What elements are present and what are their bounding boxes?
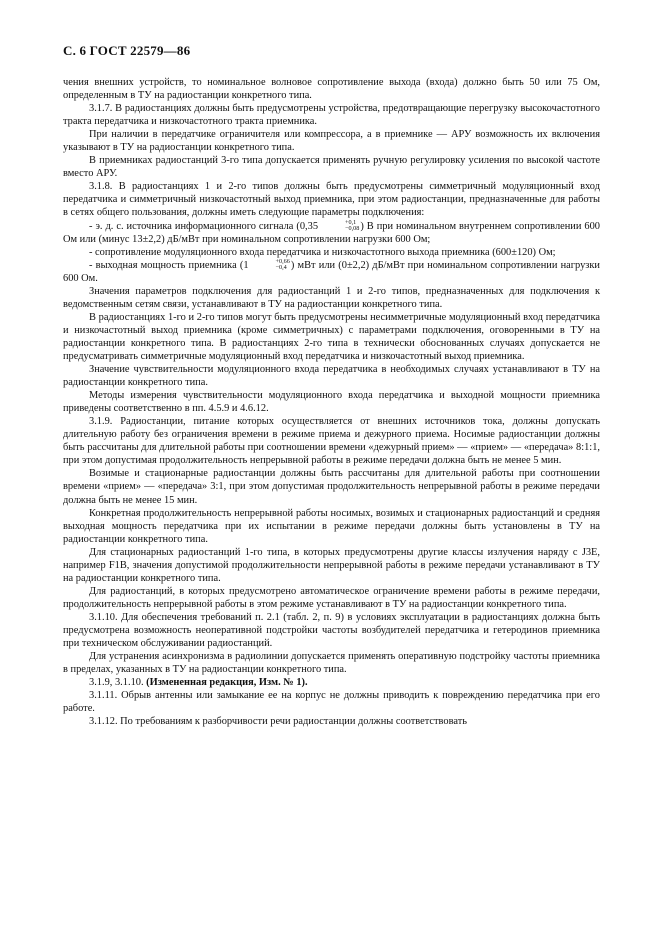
paragraph: В приемниках радиостанций 3-го типа допускается применять ручную регулировку усиления по высокой частоте вместо АРУ. xyxy=(63,155,600,180)
paragraph: чения внешних устройств, то номинальное волновое сопротивление выхода (входа) должно быть 50 или 75 Ом, определенным в ТУ на радиостанции конкретного типа. xyxy=(63,77,600,102)
tolerance: +0,1 −0,08 xyxy=(345,219,360,233)
list-item-text: ) В при номинальном внутреннем сопротивлении 600 Ом или (минус 13±2,2) дБ/мВт при номинальном сопротивлении нагрузки 600 Ом; xyxy=(63,220,600,245)
paragraph: При наличии в передатчике ограничителя или компрессора, а в приемнике — АРУ возможность их включения указывают в ТУ на радиостанции конкретного типа. xyxy=(63,129,600,154)
amendment-text: (Измененная редакция, Изм. № 1). xyxy=(146,677,308,689)
list-item-text: - э. д. с. источника информационного сигнала (0,35 xyxy=(89,220,319,232)
paragraph-3-1-7: 3.1.7. В радиостанциях должны быть предусмотрены устройства, предотвращающие перегрузку высокочастотного тракта передатчика и низкочастотного тракта приемника. xyxy=(63,103,600,128)
amendment-ref: 3.1.9, 3.1.10. xyxy=(89,677,144,689)
amendment-note xyxy=(63,676,600,689)
document-body xyxy=(63,76,600,728)
paragraph-3-1-12: 3.1.12. По требованиям к разборчивости речи радиостанции должны соответствовать xyxy=(89,716,467,728)
list-item-output-power xyxy=(63,259,600,285)
paragraph: Для радиостанций, в которых предусмотрено автоматическое ограничение времени работы в режиме передачи, продолжительность непрерывной работы в этом режиме устанавливают в ТУ на радиостанции конкретного типа. xyxy=(63,585,600,610)
list-item-text: - выходная мощность приемника (1 xyxy=(89,259,249,271)
paragraph-3-1-11: 3.1.11. Обрыв антенны или замыкание ее на корпус не должны приводить к повреждению передатчика при его работе. xyxy=(63,690,600,715)
paragraph: Для устранения асинхронизма в радиолинии допускается применять оперативную подстройку частоты приемника в пределах, указанных в ТУ на радиостанции конкретного типа. xyxy=(63,651,600,676)
paragraph: Конкретная продолжительность непрерывной работы носимых, возимых и стационарных радиостанций и средняя выходная мощность передатчика при их испытании в режиме передачи должны быть установлены в ТУ на радиостанции конкретного типа. xyxy=(63,507,600,545)
paragraph: Методы измерения чувствительности модуляционного входа передатчика и выходной мощности приемника приведены соответственно в пп. 4.5.9 и 4.6.12. xyxy=(63,390,600,415)
paragraph: В радиостанциях 1-го и 2-го типов могут быть предусмотрены несимметричные модуляционный вход передатчика и низкочастотный выход приемника (кроме симметричных) с параметрами подключения, оговоренными в ТУ на радиостанции конкретного типа. В радиостанциях 2-го типа в технически обоснованных случаях допускается не предусматривать симметричные модуляционный вход передатчика и низкочастотный выход приемника. xyxy=(63,311,600,362)
paragraph-3-1-9: 3.1.9. Радиостанции, питание которых осуществляется от внешних источников тока, должны допускать длительную работу без ограничения времени в режиме приема и дежурного приема. Носимые радиостанции должны быть рассчитаны для длительной работы при соотношении времени «дежурный прием» — «прием» — «передача» 8:1:1, при этом допустимая продолжительность непрерывной работы в режиме передачи должна быть не менее 5 мин. xyxy=(63,416,600,467)
paragraph: Значения параметров подключения для радиостанций 1 и 2-го типов, предназначенных для подключения к ведомственным сетям связи, устанавливают в ТУ на радиостанции конкретного типа. xyxy=(63,285,600,310)
paragraph-3-1-8: 3.1.8. В радиостанциях 1 и 2-го типов должны быть предусмотрены симметричный модуляционный вход передатчика и симметричный низкочастотный выход приемника, при этом радиостанции, предназначенные для работы в сетях общего пользования, должны иметь следующие параметры подключения: xyxy=(63,181,600,219)
list-item-text: ) мВт или (0±2,2) дБ/мВт при номинальном сопротивлении нагрузки 600 Ом. xyxy=(63,259,600,284)
list-item-resistance: - сопротивление модуляционного входа передатчика и низкочастотного выхода приемника (600±120) Ом; xyxy=(89,246,556,258)
paragraph: Для стационарных радиостанций 1-го типа, в которых предусмотрены другие классы излучения наряду с J3E, например F1B, значения допустимой продолжительности непрерывной работы в режиме передачи устанавливают в ТУ на радиостанции конкретного типа. xyxy=(63,546,600,584)
page-header: С. 6 ГОСТ 22579—86 xyxy=(63,43,191,58)
list-item-emf xyxy=(63,220,600,246)
paragraph: Значение чувствительности модуляционного входа передатчика в необходимых случаях устанавливают в ТУ на радиостанции конкретного типа. xyxy=(63,364,600,389)
tolerance: +0,66 −0,4 xyxy=(275,258,290,272)
paragraph: Возимые и стационарные радиостанции должны быть рассчитаны для длительной работы при соотношении времени «прием» — «передача» 3:1, при этом допустимая продолжительность непрерывной работы в режиме передачи должна быть не менее 15 мин. xyxy=(63,468,600,506)
paragraph-3-1-10: 3.1.10. Для обеспечения требований п. 2.1 (табл. 2, п. 9) в условиях эксплуатации в радиостанциях должна быть предусмотрена возможность неоперативной подстройки частоты возбудителей передатчика и гетеродинов приемника при техническом обслуживании радиостанций. xyxy=(63,611,600,650)
